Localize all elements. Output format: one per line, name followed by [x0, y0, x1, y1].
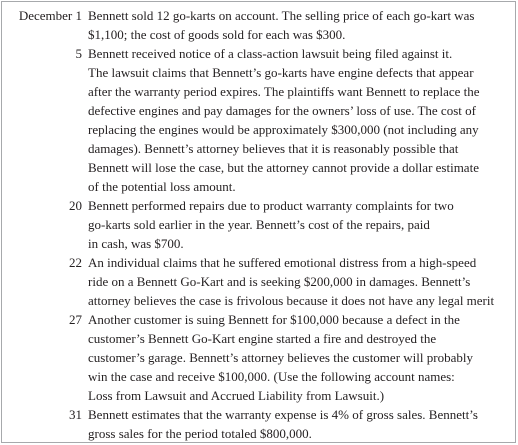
- entry-text-line: damages). Bennett’s attorney believes that it is reasonably possible that: [88, 141, 459, 156]
- entry-text-line: in cash, was $700.: [88, 236, 184, 251]
- entry-text-line: gross sales for the period totaled $800,000.: [88, 426, 312, 441]
- entry-date: 20: [69, 198, 82, 213]
- entry-text-line: customer’s garage. Bennett’s attorney believes the customer will probably: [88, 350, 473, 365]
- entry-text-line: Bennett sold 12 go-karts on account. The selling price of each go-kart was: [88, 8, 475, 23]
- entry-text-line: attorney believes the case is frivolous because it does not have any legal merit: [88, 293, 495, 308]
- entry-text-line: replacing the engines would be approximately $300,000 (not including any: [88, 122, 479, 137]
- entry-text-line: ride on a Bennett Go-Kart and is seeking $200,000 in damages. Bennett’s: [88, 274, 471, 289]
- entry-text-line: The lawsuit claims that Bennett’s go-karts have engine defects that appear: [88, 65, 474, 80]
- entry-text-line: Bennett received notice of a class-action lawsuit being filed against it.: [88, 46, 453, 61]
- entry-text-line: customer’s Bennett Go-Kart engine started a fire and destroyed the: [88, 331, 437, 346]
- entry-text-line: An individual claims that he suffered emotional distress from a high-speed: [88, 255, 477, 270]
- entry-date: 27: [69, 312, 82, 327]
- entry-text-line: win the case and receive $100,000. (Use the following account names:: [88, 369, 455, 384]
- entry-text-line: Bennett estimates that the warranty expense is 4% of gross sales. Bennett’s: [88, 407, 478, 422]
- entry-date: December 1: [18, 8, 82, 23]
- transactions-table: [1, 1, 516, 443]
- entry-text-line: Another customer is suing Bennett for $100,000 because a defect in the: [88, 312, 460, 327]
- entry-date: 5: [75, 46, 82, 61]
- entry-date: 22: [69, 255, 82, 270]
- entry-text-line: go-karts sold earlier in the year. Bennett’s cost of the repairs, paid: [88, 217, 430, 232]
- entry-text-line: of the potential loss amount.: [88, 179, 236, 194]
- entry-text-line: after the warranty period expires. The plaintiffs want Bennett to replace the: [88, 84, 480, 99]
- entry-text-line: defective engines and pay damages for the owners’ loss of use. The cost of: [88, 103, 476, 118]
- entry-text-line: Bennett performed repairs due to product warranty complaints for two: [88, 198, 454, 213]
- entry-text-line: Loss from Lawsuit and Accrued Liability from Lawsuit.): [88, 388, 385, 403]
- entry-text-line: Bennett will lose the case, but the attorney cannot provide a dollar estimate: [88, 160, 479, 175]
- entry-date: 31: [69, 407, 82, 422]
- entry-text-line: $1,100; the cost of goods sold for each was $300.: [88, 27, 346, 42]
